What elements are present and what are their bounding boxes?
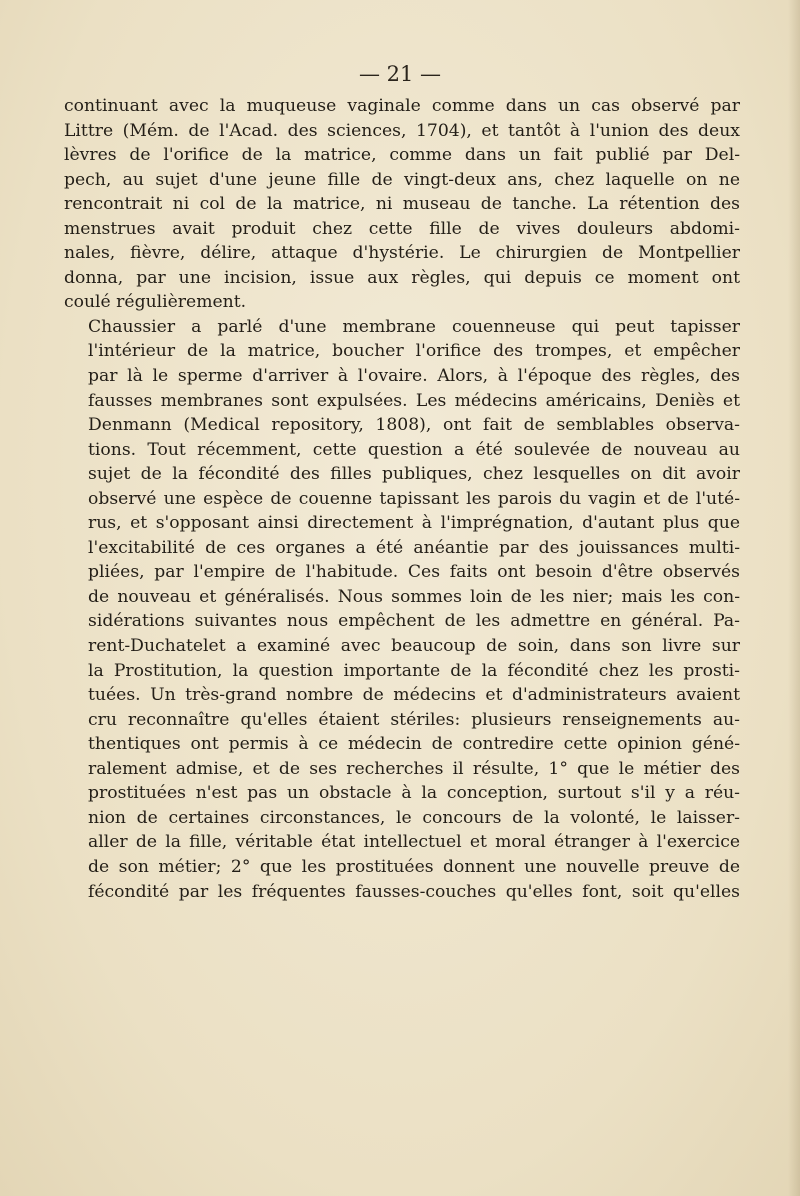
paragraph-2 — [64, 315, 740, 904]
text-line: Chaussier a parlé d'une membrane couenneuse qui peut tapisser — [88, 316, 740, 337]
text-line: Denmann (Medical repository, 1808), ont fait de semblables observa- — [88, 415, 740, 436]
text-line: lèvres de l'orifice de la matrice, comme dans un fait publié par Del- — [64, 145, 740, 166]
paragraph-1 — [64, 94, 740, 315]
text-line: nion de certaines circonstances, le concours de la volonté, le laisser- — [88, 807, 740, 828]
text-line: pech, au sujet d'une jeune fille de vingt-deux ans, chez laquelle on ne — [64, 169, 740, 190]
text-line: fausses membranes sont expulsées. Les médecins américains, Deniès et — [88, 390, 740, 411]
text-line: fécondité par les fréquentes fausses-couches qu'elles font, soit qu'elles — [88, 881, 740, 902]
text-line: Littre (Mém. de l'Acad. des sciences, 1704), et tantôt à l'union des deux — [64, 120, 740, 141]
text-line: tions. Tout récemment, cette question a été soulevée de nouveau au — [88, 439, 740, 460]
text-line: rencontrait ni col de la matrice, ni museau de tanche. La rétention des — [64, 194, 740, 215]
text-line: sidérations suivantes nous empêchent de les admettre en général. Pa- — [88, 611, 740, 632]
text-line: aller de la fille, véritable état intellectuel et moral étranger à l'exercice — [88, 832, 740, 853]
page-number: — 21 — — [358, 62, 442, 86]
page-edge-shadow — [788, 0, 800, 1196]
text-line: prostituées n'est pas un obstacle à la conception, surtout s'il y a réu- — [88, 783, 740, 804]
text-line: de son métier; 2° que les prostituées donnent une nouvelle preuve de — [88, 856, 740, 877]
text-line: sujet de la fécondité des filles publiques, chez lesquelles on dit avoir — [88, 464, 740, 485]
text-line: tuées. Un très-grand nombre de médecins et d'administrateurs avaient — [88, 685, 740, 706]
text-line: continuant avec la muqueuse vaginale comme dans un cas observé par — [64, 96, 740, 116]
text-line: l'intérieur de la matrice, boucher l'orifice des trompes, et empêcher — [88, 341, 740, 362]
text-line: l'excitabilité de ces organes a été anéantie par des jouissances multi- — [88, 537, 740, 558]
text-line: par là le sperme d'arriver à l'ovaire. Alors, à l'époque des règles, des — [88, 366, 740, 387]
text-line: coulé régulièrement. — [64, 292, 247, 313]
text-line: la Prostitution, la question importante de la fécondité chez les prosti- — [88, 660, 740, 681]
text-line: de nouveau et généralisés. Nous sommes loin de les nier; mais les con- — [88, 586, 740, 607]
text-line: nales, fièvre, délire, attaque d'hystérie. Le chirurgien de Montpellier — [64, 243, 740, 264]
text-line: pliées, par l'empire de l'habitude. Ces faits ont besoin d'être observés — [88, 562, 740, 583]
text-line: rus, et s'opposant ainsi directement à l'imprégnation, d'autant plus que — [88, 513, 740, 534]
text-line: observé une espèce de couenne tapissant les parois du vagin et de l'uté- — [88, 488, 740, 509]
text-line: menstrues avait produit chez cette fille de vives douleurs abdomi- — [64, 218, 740, 239]
text-line: rent-Duchatelet a examiné avec beaucoup de soin, dans son livre sur — [88, 636, 740, 657]
text-line: donna, par une incision, issue aux règles, qui depuis ce moment ont — [64, 267, 740, 288]
text-line: ralement admise, et de ses recherches il résulte, 1° que le métier des — [88, 758, 740, 779]
body-text — [64, 94, 740, 904]
text-line: cru reconnaître qu'elles étaient stériles: plusieurs renseignements au- — [88, 709, 740, 730]
text-line: thentiques ont permis à ce médecin de contredire cette opinion géné- — [88, 734, 740, 755]
